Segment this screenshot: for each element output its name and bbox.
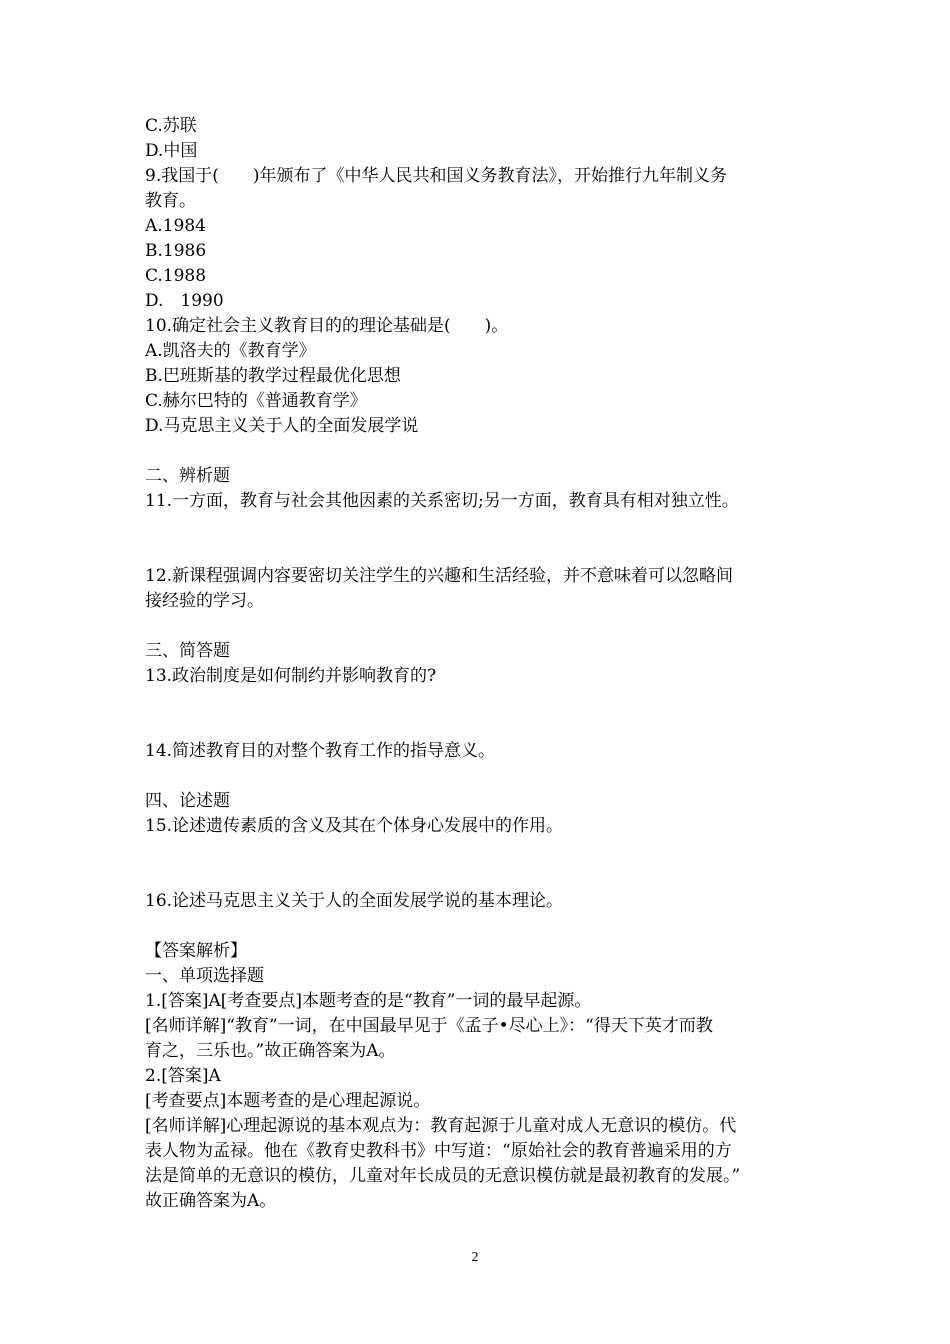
answer-2-line: 2.[答案]A (145, 1066, 221, 1086)
answer-1-explanation-line-2: 育之，三乐也。”故正确答案为A。 (145, 1041, 396, 1061)
section-heading: 三、简答题 (145, 641, 230, 661)
option-b-line: B.1986 (145, 241, 207, 261)
option-c-line: C.1988 (145, 266, 207, 286)
question-15-line: 15.论述遗传素质的含义及其在个体身心发展中的作用。 (145, 816, 564, 836)
section-heading: 二、辨析题 (145, 466, 230, 486)
answer-2-explanation-line-2: 表人物为孟禄。他在《教育史教科书》中写道：“原始社会的教育普遍采用的方 (145, 1141, 732, 1161)
answer-1-line: 1.[答案]A[考查要点]本题考查的是“教育”一词的最早起源。 (145, 991, 592, 1011)
option-c-line: C.苏联 (145, 116, 197, 136)
answer-2-explanation-line-3: 法是简单的无意识的模仿，儿童对年长成员的无意识模仿就是最初教育的发展。” (145, 1166, 741, 1186)
option-d-line: D.马克思主义关于人的全面发展学说 (145, 416, 419, 436)
answer-analysis-heading: 【答案解析】 (145, 941, 247, 961)
answer-2-key-point-line: [考查要点]本题考查的是心理起源说。 (145, 1091, 431, 1111)
option-c-line: C.赫尔巴特的《普通教育学》 (145, 391, 367, 411)
page-number: 2 (471, 1250, 479, 1265)
question-12-line-1: 12.新课程强调内容要密切关注学生的兴趣和生活经验，并不意味着可以忽略间 (145, 566, 734, 586)
question-12-line-2: 接经验的学习。 (145, 591, 264, 611)
option-d-line: D. 1990 (145, 291, 224, 311)
question-14-line: 14.简述教育目的对整个教育工作的指导意义。 (145, 741, 496, 761)
answer-2-explanation-line-4: 故正确答案为A。 (145, 1191, 277, 1211)
question-16-line: 16.论述马克思主义关于人的全面发展学说的基本理论。 (145, 891, 564, 911)
option-b-line: B.巴班斯基的教学过程最优化思想 (145, 366, 401, 386)
option-a-line: A.1984 (145, 216, 206, 236)
answer-2-explanation-line-1: [名师详解]心理起源说的基本观点为：教育起源于儿童对成人无意识的模仿。代 (145, 1116, 737, 1136)
option-d-line: D.中国 (145, 141, 198, 161)
answer-1-explanation-line-1: [名师详解]“教育”一词，在中国最早见于《孟子•尽心上》：“得天下英才而教 (145, 1016, 713, 1036)
section-heading: 四、论述题 (145, 791, 230, 811)
question-13-line: 13.政治制度是如何制约并影响教育的? (145, 666, 437, 686)
question-9-line-1: 9.我国于( )年颁布了《中华人民共和国义务教育法》，开始推行九年制义务 (145, 166, 727, 186)
question-11-line: 11.一方面，教育与社会其他因素的关系密切;另一方面，教育具有相对独立性。 (145, 491, 739, 511)
question-9-line-2: 教育。 (145, 191, 196, 211)
option-a-line: A.凯洛夫的《教育学》 (145, 341, 316, 361)
question-10-line: 10.确定社会主义教育目的的理论基础是( )。 (145, 316, 509, 336)
section-heading: 一、单项选择题 (145, 966, 264, 986)
